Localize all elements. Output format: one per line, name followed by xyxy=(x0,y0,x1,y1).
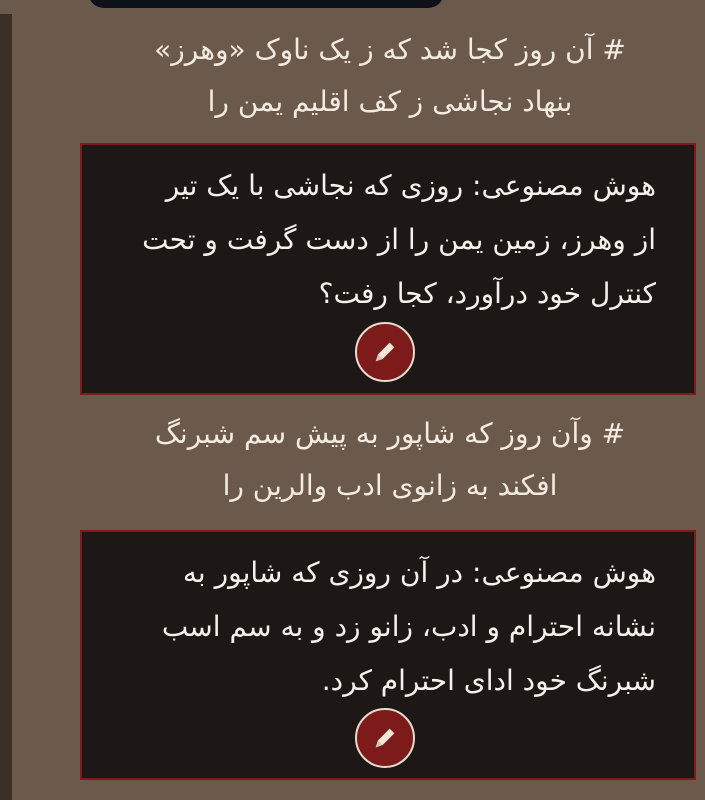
verse-2-line-2: افکند به زانوی ادب والرین را xyxy=(222,469,558,502)
ai-answer-2-line-2: نشانه احترام و ادب، زانو زد و به سم اسب xyxy=(161,610,656,643)
ai-answer-2-line-3: شبرنگ خود ادای احترام کرد. xyxy=(321,664,656,697)
verse-1-line-1: # آن روز کجا شد که ز یک ناوک «وهرز» xyxy=(154,33,626,66)
verse-2 xyxy=(120,408,660,512)
top-bar xyxy=(0,0,705,14)
ai-answer-1-line-1: هوش مصنوعی: روزی که نجاشی با یک تیر xyxy=(165,169,656,202)
pencil-icon xyxy=(371,724,399,752)
left-border xyxy=(0,0,12,800)
top-search-pill[interactable] xyxy=(88,0,444,8)
ai-answer-2-line-1: هوش مصنوعی: در آن روزی که شاپور به xyxy=(182,556,656,589)
verse-2-line-1: # وآن روز که شاپور به پیش سم شبرنگ xyxy=(154,417,626,450)
verse-1-line-2: بنهاد نجاشی ز کف اقلیم یمن را xyxy=(207,85,573,118)
pencil-icon xyxy=(371,338,399,366)
ai-answer-1-line-3: کنترل خود درآورد، کجا رفت؟ xyxy=(318,277,656,310)
edit-button-1[interactable] xyxy=(355,322,415,382)
ai-answer-1-line-2: از وهرز، زمین یمن را از دست گرفت و تحت xyxy=(142,223,656,256)
verse-1 xyxy=(120,24,660,128)
edit-button-2[interactable] xyxy=(355,708,415,768)
